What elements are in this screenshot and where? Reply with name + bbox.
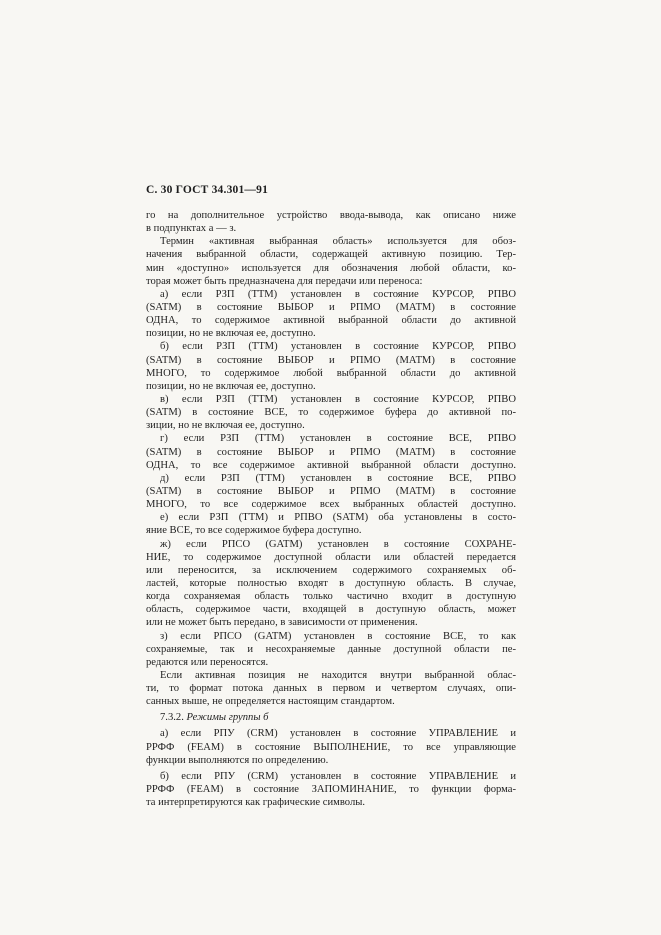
text-line: ОДНА, то содержимое активной выбранной области до активной — [146, 315, 516, 327]
text-line: или переносится, за исключением содержимого сохраняемых об- — [146, 564, 516, 576]
text-line: (SATM) в состояние ВЫБОР и РПМО (МАТМ) в состояние — [146, 446, 516, 458]
text-line: (SATM) в состояние ВЫБОР и РПМО (МАТМ) в состояние — [146, 354, 516, 366]
text-line: ластей, которые полностью входят в доступную область. В случае, — [146, 577, 516, 589]
text-line: позиции, но не включая ее, доступно. — [146, 328, 316, 340]
text-line: г) если РЗП (ТТМ) установлен в состояние ВСЕ, РПВО — [160, 433, 516, 445]
text-line: ж) если РПСО (GATM) установлен в состояние СОХРАНЕ- — [160, 538, 516, 550]
text-line: ти, то формат потока данных в первом и четвертом случаях, опи- — [146, 683, 516, 695]
text-line: в подпунктах а — з. — [146, 223, 237, 235]
text-line: редаются или переносятся. — [146, 656, 269, 668]
text-line: а) если РПУ (CRM) установлен в состояние УПРАВЛЕНИЕ и — [160, 728, 516, 740]
text-line: позиции, но не включая ее, доступно. — [146, 380, 316, 392]
section-number: 7.3.2. — [160, 712, 187, 724]
text-line: ОДНА, то все содержимое активной выбранной области доступно. — [146, 459, 516, 471]
text-line: яние ВСЕ, то все содержимое буфера доступно. — [146, 525, 362, 537]
text-line: зиции, но не включая ее, доступно. — [146, 420, 305, 432]
text-line: д) если РЗП (ТТМ) установлен в состояние ВСЕ, РПВО — [160, 472, 516, 484]
text-line: (SATM) в состояние ВСЕ, то содержимое буфера до активной по- — [146, 407, 516, 419]
body-text — [146, 209, 516, 809]
text-line: Термин «активная выбранная область» используется для обоз- — [160, 236, 516, 248]
text-line: начения выбранной области, содержащей активную позицию. Тер- — [146, 249, 516, 261]
text-line: РРФФ (FEAM) в состояние ВЫПОЛНЕНИЕ, то все управляющие — [146, 741, 516, 753]
text-line: МНОГО, то содержимое любой выбранной области до активной — [146, 367, 516, 379]
text-line: в) если РЗП (ТТМ) установлен в состояние КУРСОР, РПВО — [160, 393, 516, 405]
text-line: МНОГО, то все содержимое всех выбранных областей доступно. — [146, 499, 516, 511]
text-line: санных выше, не определяется настоящим стандартом. — [146, 696, 395, 708]
text-line: функции выполняются по определению. — [146, 754, 329, 766]
text-line: та интерпретируются как графические символы. — [146, 797, 365, 809]
text-line: (SATM) в состояние ВЫБОР и РПМО (МАТМ) в состояние — [146, 301, 516, 313]
text-line: или не может быть передано, в зависимости от применения. — [146, 617, 418, 629]
text-line: б) если РПУ (CRM) установлен в состояние УПРАВЛЕНИЕ и — [160, 770, 516, 782]
text-line: е) если РЗП (ТТМ) и РПВО (SATM) оба установлены в состо- — [160, 512, 516, 524]
page-header: С. 30 ГОСТ 34.301—91 — [146, 184, 269, 196]
text-line: РРФФ (FEAM) в состояние ЗАПОМИНАНИЕ, то функции форма- — [146, 784, 516, 796]
text-line: НИЕ, то содержимое доступной области или областей передается — [146, 551, 516, 563]
text-line: з) если РПСО (GATM) установлен в состояние ВСЕ, то как — [160, 630, 516, 642]
text-line: Если активная позиция не находится внутри выбранной облас- — [160, 669, 516, 681]
text-line: (SATM) в состояние ВЫБОР и РПМО (МАТМ) в состояние — [146, 485, 516, 497]
text-line: го на дополнительное устройство ввода-вывода, как описано ниже — [146, 210, 516, 221]
text-line: мин «доступно» используется для обозначения любой области, ко- — [146, 262, 516, 274]
section-title: Режимы группы б — [186, 712, 269, 724]
text-line: б) если РЗП (ТТМ) установлен в состояние КУРСОР, РПВО — [160, 341, 516, 353]
text-line: область, содержимое части, входящей в доступную область, может — [146, 604, 516, 616]
text-line: торая может быть предназначена для передачи или переноса: — [146, 275, 423, 287]
section-heading — [146, 711, 516, 724]
text-line: а) если РЗП (ТТМ) установлен в состояние КУРСОР, РПВО — [160, 288, 516, 300]
text-line: сохраняемые, так и несохраняемые данные доступной области пе- — [146, 643, 516, 655]
text-line: когда сохраняемая область только частично входит в доступную — [146, 591, 516, 603]
